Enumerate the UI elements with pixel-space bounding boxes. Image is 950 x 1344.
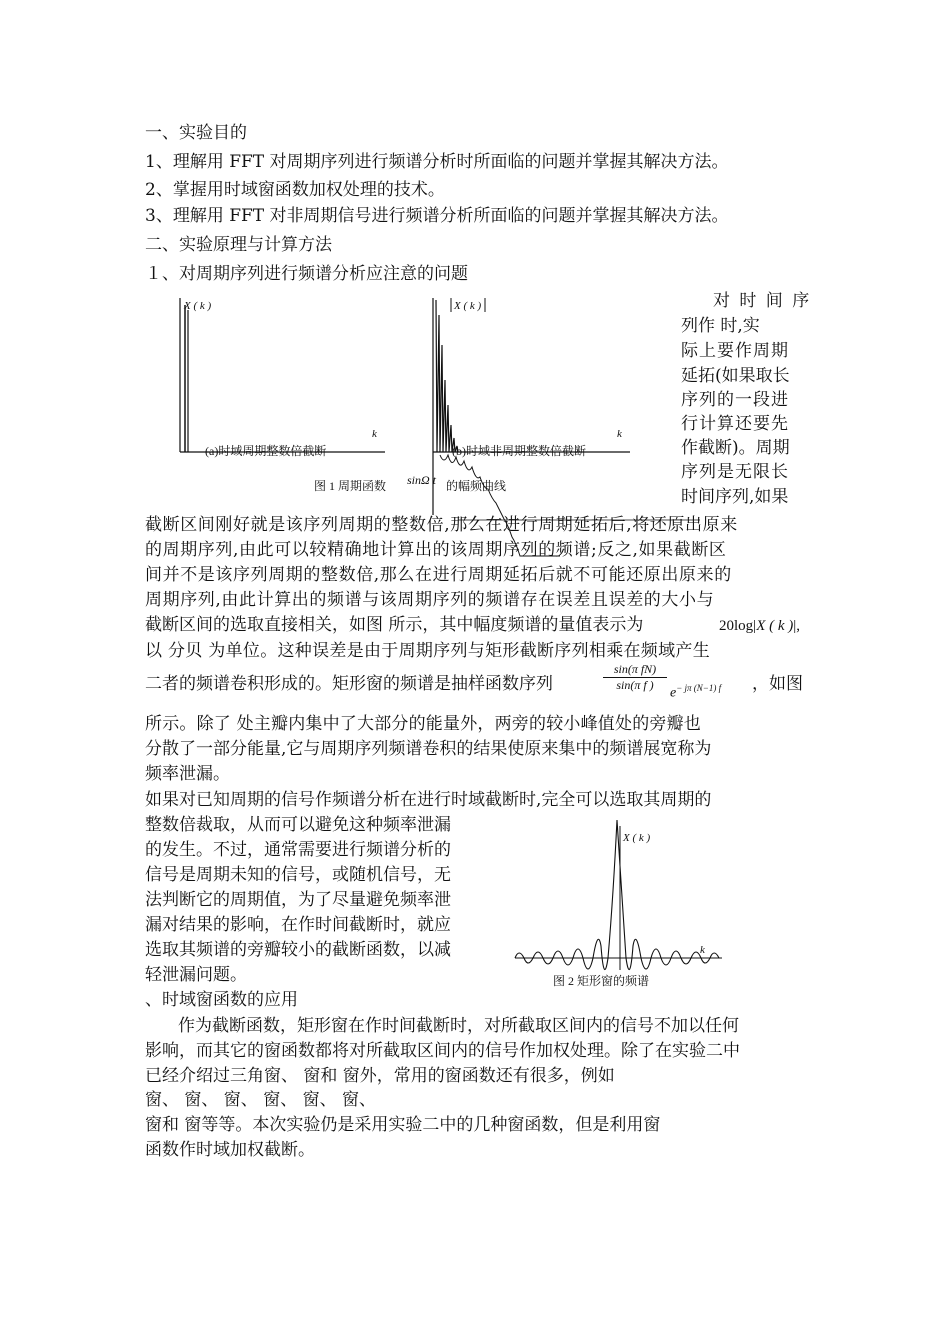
subheading-window: 、时域窗函数的应用 [145, 990, 298, 1010]
side-text-8: 时间序列,如果 [681, 487, 789, 507]
fig1-caption-prefix: 图 1 周期函数 [314, 479, 387, 493]
side-text-1: 列作 时,实 [681, 316, 760, 336]
para1-line-0: 截断区间刚好就是该序列周期的整数倍,那么在进行周期延拓后,将还原出原来 [145, 515, 738, 535]
objective-3: 3、理解用 FFT 对非周期信号进行频谱分析所面临的问题并掌握其解决方法。 [145, 206, 729, 226]
para2-line-2: 信号是周期未知的信号，或随机信号，无 [145, 865, 451, 885]
para2-line-3: 法判断它的周期值，为了尽量避免频率泄 [145, 890, 451, 910]
para3-line-4: 窗和 窗等等。本次实验仍是采用实验二中的几种窗函数，但是利用窗 [145, 1115, 661, 1135]
fig2-sinc-curve [515, 820, 719, 970]
fig1a-k-label: k [372, 428, 377, 440]
side-text-2: 际上要作周期 [681, 341, 789, 361]
fig1b-k-label: k [617, 428, 622, 440]
para1-line-6b: ，如图 [752, 674, 803, 694]
para1-line-6: 二者的频谱卷积形成的。矩形窗的频谱是抽样函数序列 [145, 674, 553, 694]
para1-line-7: 所示。除了 处主瓣内集中了大部分的能量外，两旁的较小峰值处的旁瓣也 [145, 714, 702, 734]
formula-exp-power: − jπ (N−1) f [676, 683, 722, 693]
formula-frac-numerator: sin(π fN) [603, 662, 667, 678]
para3-line-1: 影响，而其它的窗函数都将对所截取区间内的信号作加权处理。除了在实验二中 [145, 1041, 740, 1061]
para1-line-1: 的周期序列,由此可以较精确地计算出的该周期序列的频谱;反之,如果截断区 [145, 540, 727, 560]
para1-line-5: 以 分贝 为单位。这种误差是由于周期序列与矩形截断序列相乘在频域产生 [145, 641, 711, 661]
para2-line-6: 轻泄漏问题。 [145, 965, 247, 985]
para3-line-2: 已经介绍过三角窗、 窗和 窗外，常用的窗函数还有很多，例如 [145, 1066, 615, 1086]
side-text-4: 序列的一段进 [681, 390, 789, 410]
formula-20log: 20log|X ( k )|, [719, 618, 801, 634]
fig1a-caption: (a)时域周期整数倍截断 [205, 444, 327, 458]
formula-log-arg: X ( k ) [756, 618, 794, 634]
para3-line-3: 窗、 窗、 窗、 窗、 窗、 窗、 [145, 1090, 377, 1110]
para1-line-4: 截断区间的选取直接相关，如图 所示，其中幅度频谱的量值表示为 [145, 615, 644, 635]
objective-1: 1、理解用 FFT 对周期序列进行频谱分析时所面临的问题并掌握其解决方法。 [145, 152, 729, 172]
fig2-k-label: k [700, 944, 705, 956]
side-text-3: 延拓(如果取长 [681, 366, 790, 386]
fig2-y-label: X ( k ) [623, 832, 651, 844]
formula-frac-denominator: sin(π f ) [616, 678, 654, 692]
fig1-caption-function: sinΩ t [407, 473, 437, 487]
para3-line-0: 作为截断函数，矩形窗在作时间截断时，对所截取区间内的信号不加以任何 [178, 1016, 739, 1036]
objective-2: 2、掌握用时域窗函数加权处理的技术。 [145, 180, 445, 200]
para2-line-5: 选取其频谱的旁瓣较小的截断函数，以减 [145, 940, 451, 960]
formula-exp-base: e [670, 685, 677, 701]
heading-principles: 二、实验原理与计算方法 [145, 235, 332, 255]
heading-objectives: 一、实验目的 [145, 123, 247, 143]
para2-line-4: 漏对结果的影响，在作时间截断时，就应 [145, 915, 451, 935]
para1-line-8: 分散了一部分能量,它与周期序列频谱卷积的结果使原来集中的频谱展宽称为 [145, 739, 712, 759]
para1-line-2: 间并不是该序列周期的整数倍,那么在进行周期延拓后就不可能还原出原来的 [145, 565, 732, 585]
fig1b-caption: (b)时域非周期整数倍截断 [452, 444, 586, 458]
para1-line-9: 频率泄漏。 [145, 764, 230, 784]
formula-log-text: 20log [719, 618, 754, 634]
fig1a-y-label: X ( k ) [184, 300, 212, 312]
para1-line-3: 周期序列,由此计算出的频谱与该周期序列的频谱存在误差且误差的大小与 [145, 590, 715, 610]
para3-line-5: 函数作时域加权截断。 [145, 1140, 315, 1160]
para2-line-1: 的发生。不过，通常需要进行频谱分析的 [145, 840, 451, 860]
fig2-caption: 图 2 矩形窗的频谱 [553, 974, 650, 988]
side-text-7: 序列是无限长 [681, 462, 789, 482]
para2-line-0: 整数倍裁取，从而可以避免这种频率泄漏 [145, 815, 451, 835]
side-text-5: 行计算还要先 [681, 414, 789, 434]
side-text-6: 作截断)。周期 [681, 438, 790, 458]
fig1b-y-label: X ( k ) [454, 300, 482, 312]
side-text-0: 对 时 间 序 [713, 291, 812, 311]
para1-line-10: 如果对已知周期的信号作频谱分析在进行时域截断时,完全可以选取其周期的 [145, 790, 712, 810]
fig1-caption-suffix: 的幅频曲线 [446, 479, 507, 493]
subheading-periodic: １、对周期序列进行频谱分析应注意的问题 [145, 264, 468, 284]
